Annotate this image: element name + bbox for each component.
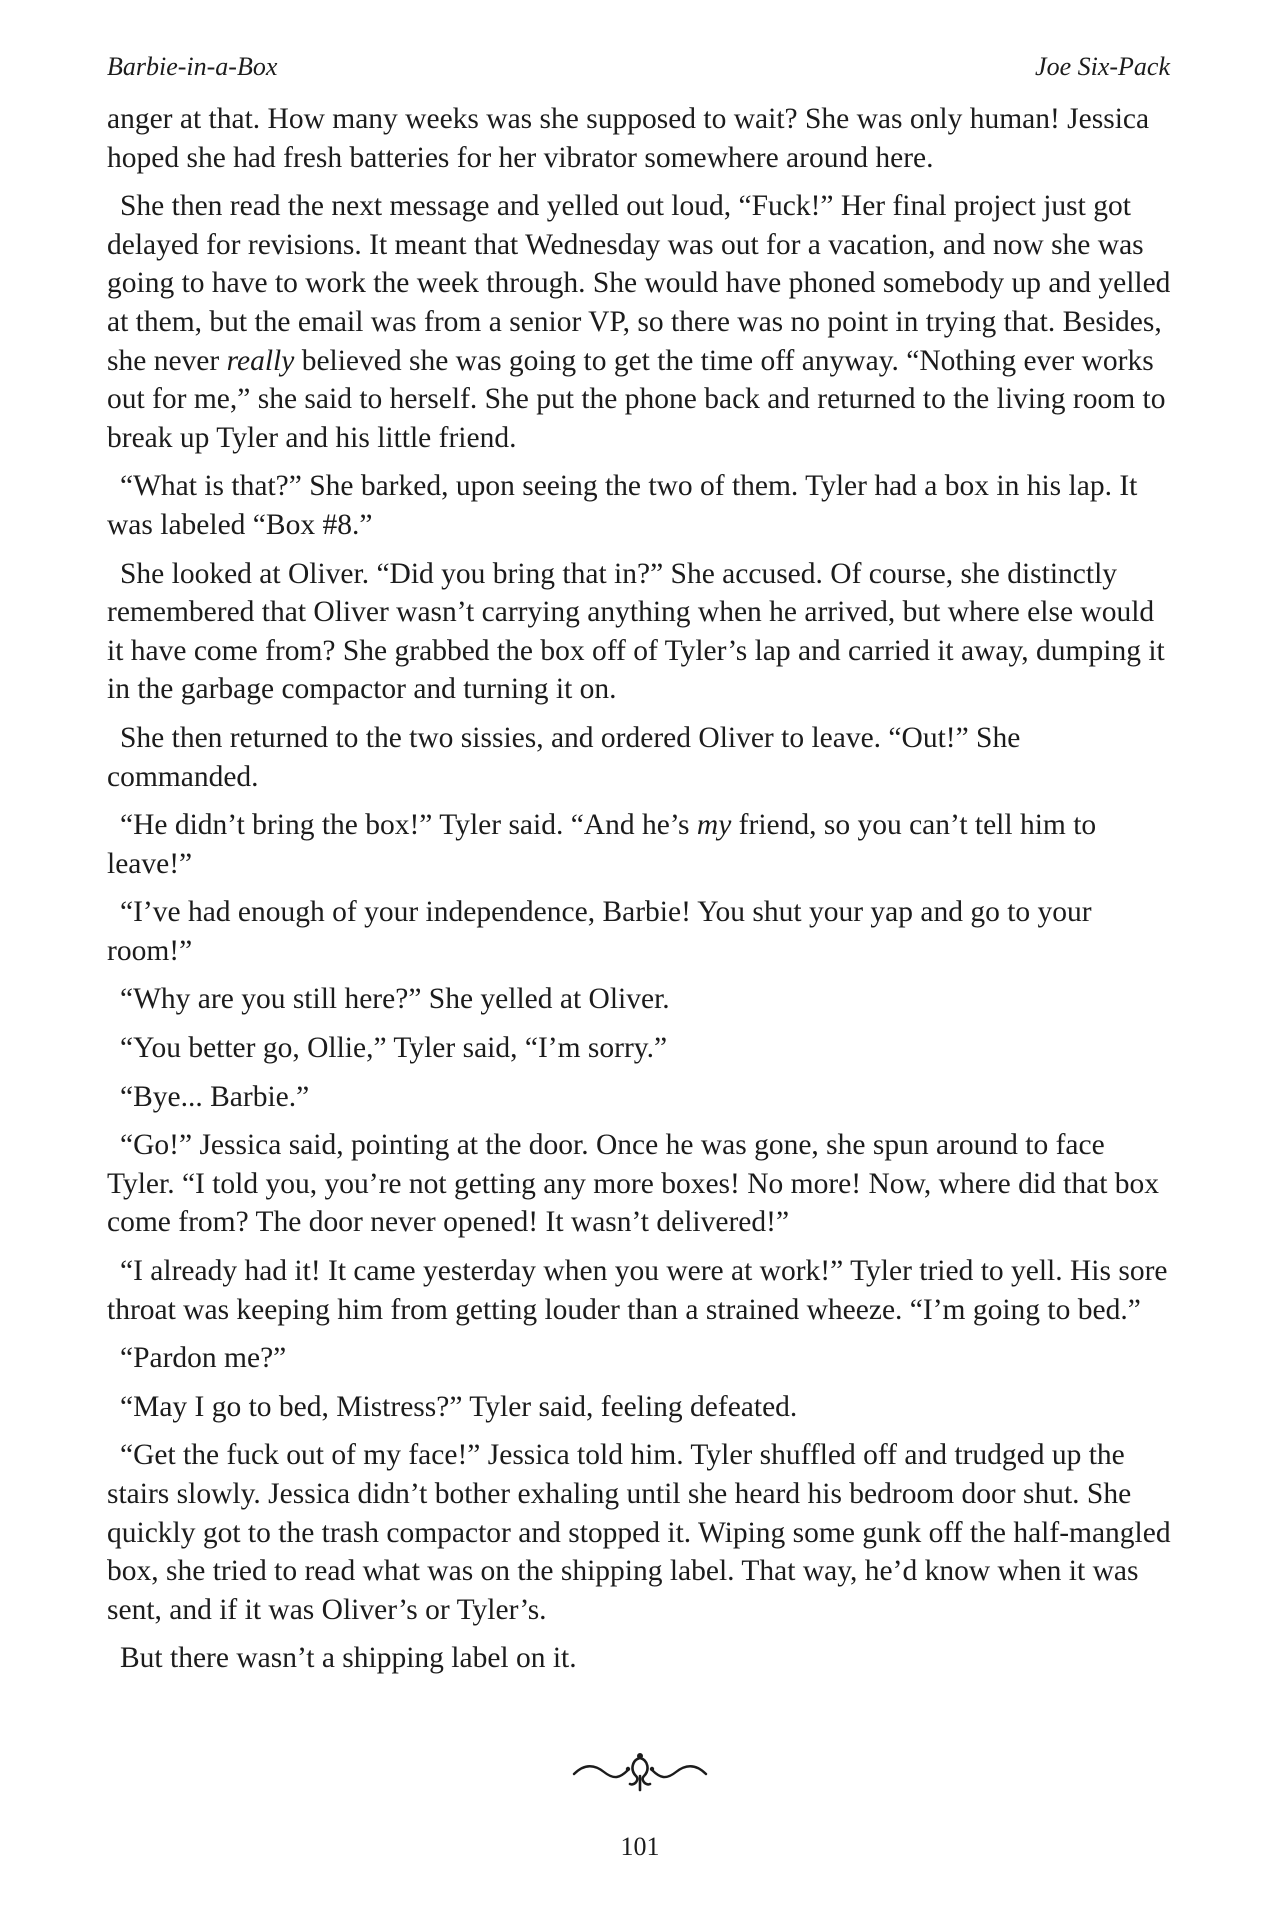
paragraph-text: friend, so you can’t tell him to leave!” (107, 809, 1097, 880)
paragraph-text: “He didn’t bring the box!” Tyler said. “And he’s (120, 809, 697, 842)
emphasis-text: really (226, 344, 295, 377)
page-number: 101 (620, 1832, 660, 1861)
flourish-graphic (570, 1750, 710, 1794)
paragraph: “May I go to bed, Mistress?” Tyler said, feeling defeated. (120, 1390, 798, 1423)
paragraph: “Go!” Jessica said, pointing at the door. Once he was gone, she spun around to face Tyler. “I told you, you’re not getting any more boxes! No more! Now, where did that box come from? The door never opened! It wasn’t delivered!” (107, 1129, 1160, 1239)
body-text (107, 100, 1173, 1688)
paragraph: But there wasn’t a shipping label on it. (120, 1642, 577, 1675)
author-name: Joe Six-Pack (1035, 52, 1170, 81)
paragraph: “I’ve had enough of your independence, Barbie! You shut your yap and go to your room!” (107, 896, 1092, 967)
emphasis-text: my (696, 809, 732, 842)
paragraph-text: believed she was going to get the time off anyway. “Nothing ever works out for me,” she said to herself. She put the phone back and returned to the living room to break up Tyler and his little friend. (107, 344, 1166, 454)
section-break-flourish-icon (0, 1750, 1280, 1794)
paragraph (107, 187, 1173, 457)
paragraph (107, 806, 1173, 883)
paragraph-text: She then read the next message and yelled out loud, “Fuck!” Her final project just got delayed for revisions. It meant that Wednesday was out for a vacation, and now she was going to have to work the week through. She would have phoned somebody up and yelled at them, but the email was from a senior VP, so there was no point in trying that. Besides, she never (107, 190, 1171, 377)
paragraph: anger at that. How many weeks was she supposed to wait? She was only human! Jessica hoped she had fresh batteries for her vibrator somewhere around here. (107, 103, 1150, 174)
paragraph: “I already had it! It came yesterday when you were at work!” Tyler tried to yell. His sore throat was keeping him from getting louder than a strained wheeze. “I’m going to bed.” (107, 1255, 1168, 1326)
paragraph: “You better go, Ollie,” Tyler said, “I’m sorry.” (120, 1032, 668, 1065)
paragraph: She looked at Oliver. “Did you bring that in?” She accused. Of course, she distinctly remembered that Oliver wasn’t carrying anything when he arrived, but where else would it have come from? She grabbed the box off of Tyler’s lap and carried it away, dumping it in the garbage compactor and turning it on. (107, 557, 1165, 706)
book-title: Barbie-in-a-Box (107, 52, 278, 81)
paragraph: She then returned to the two sissies, and ordered Oliver to leave. “Out!” She commanded. (107, 721, 1021, 793)
paragraph: “What is that?” She barked, upon seeing the two of them. Tyler had a box in his lap. It was labeled “Box #8.” (107, 470, 1138, 541)
running-header (107, 50, 1170, 84)
paragraph: “Bye... Barbie.” (120, 1080, 310, 1113)
paragraph: “Pardon me?” (120, 1342, 287, 1375)
paragraph: “Get the fuck out of my face!” Jessica told him. Tyler shuffled off and trudged up the stairs slowly. Jessica didn’t bother exhaling until she heard his bedroom door shut. She quickly got to the trash compactor and stopped it. Wiping some gunk off the half-mangled box, she tried to read what was on the shipping label. That way, he’d know when it was sent, and if it was Oliver’s or Tyler’s. (107, 1439, 1171, 1626)
paragraph: “Why are you still here?” She yelled at Oliver. (120, 983, 670, 1016)
